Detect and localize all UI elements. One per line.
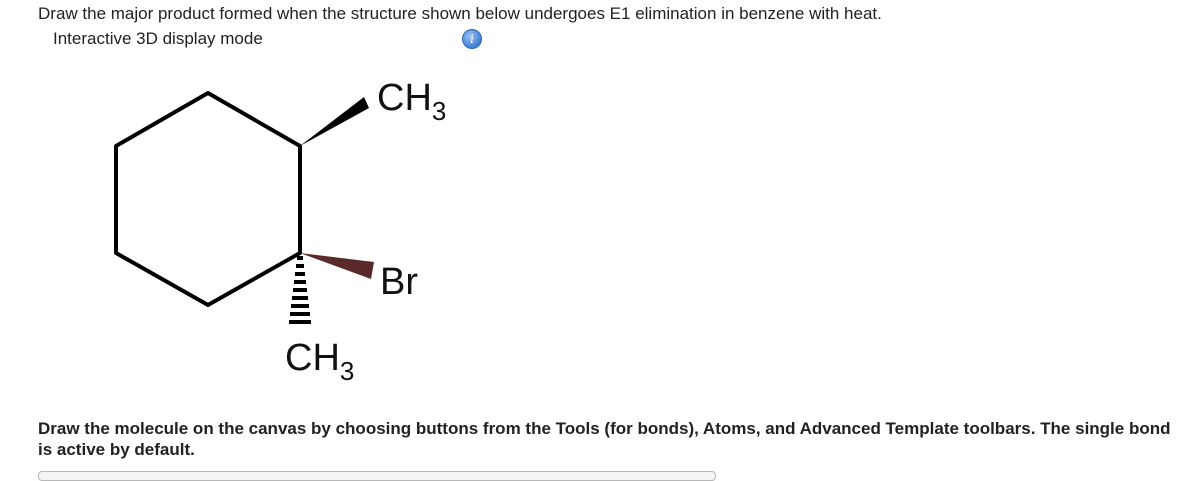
molecule-structure <box>0 60 560 390</box>
display-mode-label: Interactive 3D display mode <box>53 29 263 48</box>
cyclohexane-ring <box>116 93 300 305</box>
ch3-bottom-label: $CH_3$ <box>285 337 355 386</box>
drawing-canvas[interactable] <box>38 471 716 481</box>
wedge-bond-br <box>300 253 374 279</box>
question-text: Draw the major product formed when the structure shown below undergoes E1 elimination in benzene with heat. <box>38 4 882 23</box>
wedge-bond-ch3 <box>300 97 369 146</box>
ch3-top-label: $CH_3$ <box>377 77 447 126</box>
drawing-instructions: Draw the molecule on the canvas by choosing buttons from the Tools (for bonds), Atoms, and Advanced Template toolbars. The single bond is active by default. <box>38 419 1171 459</box>
br-label: Br <box>380 261 418 303</box>
info-icon[interactable]: i <box>462 29 482 49</box>
hashed-bond-ch3 <box>289 258 311 322</box>
